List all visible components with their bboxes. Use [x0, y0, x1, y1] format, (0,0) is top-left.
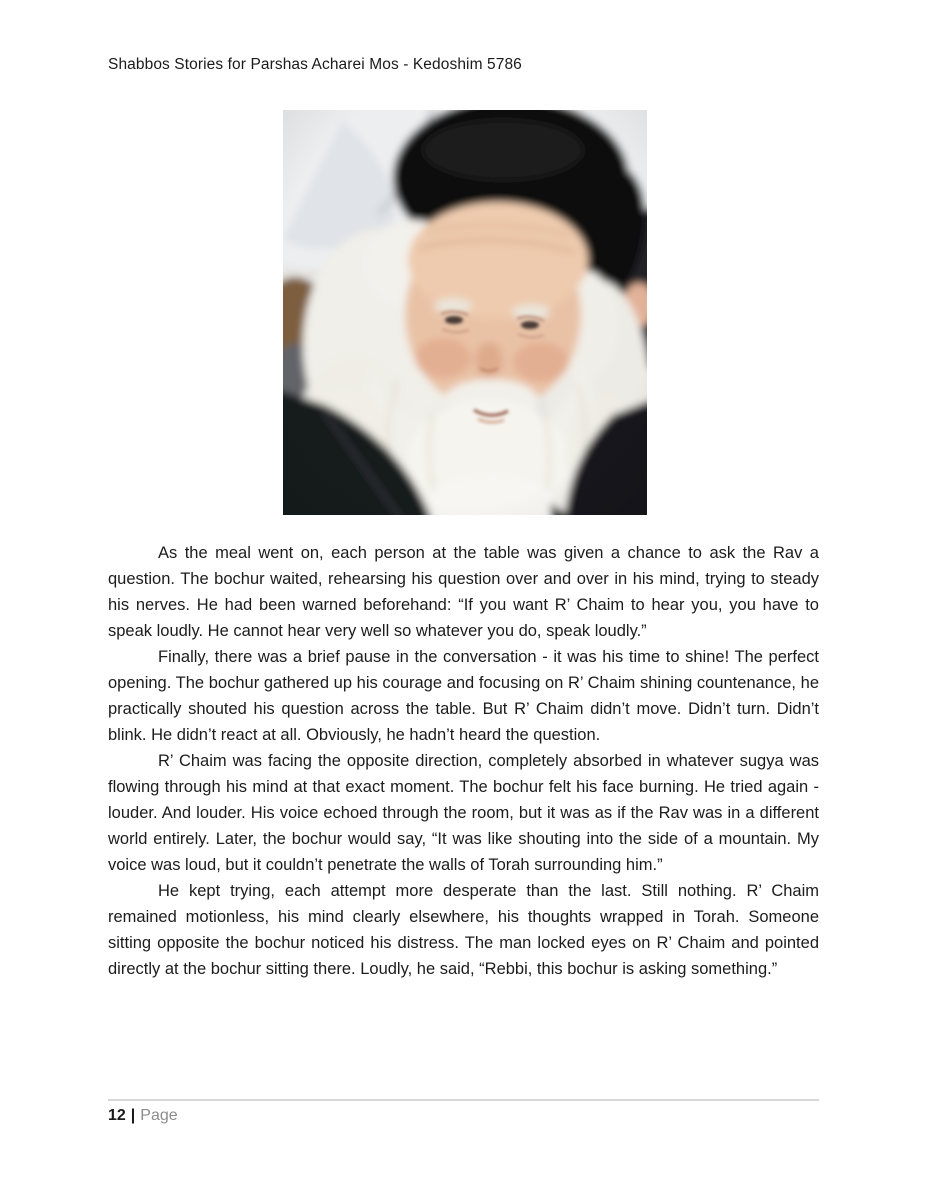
story-paragraph-1: As the meal went on, each person at the table was given a chance to ask the Rav a question. The bochur waited, rehearsing his question over and over in his mind, trying to steady his nerves. He had been warned beforehand: “If you want R’ Chaim to hear you, you have to speak loudly. He cannot hear very well so whatever you do, speak loudly.” [108, 544, 819, 640]
page-footer [108, 1106, 178, 1126]
story-text [108, 540, 819, 982]
footer-page-number: 12 [108, 1107, 126, 1124]
story-paragraph-2: Finally, there was a brief pause in the conversation - it was his time to shine! The perfect opening. The bochur gathered up his courage and focusing on R’ Chaim shining countenance, he practically shouted his question across the table. But R’ Chaim didn’t move. Didn’t turn. Didn’t blink. He didn’t react at all. Obviously, he hadn’t heard the question. [108, 648, 819, 744]
rabbi-portrait-illustration [283, 110, 647, 515]
footer-divider-line [108, 1099, 819, 1101]
footer-page-label: Page [140, 1107, 178, 1124]
rabbi-portrait-photo [283, 110, 647, 515]
photo-vignette [283, 110, 647, 515]
story-paragraph-4: He kept trying, each attempt more desperate than the last. Still nothing. R’ Chaim remained motionless, his mind clearly elsewhere, his thoughts wrapped in Torah. Someone sitting opposite the bochur noticed his distress. The man locked eyes on R’ Chaim and pointed directly at the bochur sitting there. Loudly, he said, “Rebbi, this bochur is asking something.” [108, 882, 819, 978]
story-paragraph-3: R’ Chaim was facing the opposite direction, completely absorbed in whatever sugya was flowing through his mind at that exact moment. The bochur felt his face burning. He tried again - louder. And louder. His voice echoed through the room, but it was as if the Rav was in a different world entirely. Later, the bochur would say, “It was like shouting into the side of a mountain. My voice was loud, but it couldn’t penetrate the walls of Torah surrounding him.” [108, 752, 819, 874]
footer-separator: | [130, 1107, 136, 1124]
document-header-title: Shabbos Stories for Parshas Acharei Mos - Kedoshim 5786 [108, 56, 522, 73]
